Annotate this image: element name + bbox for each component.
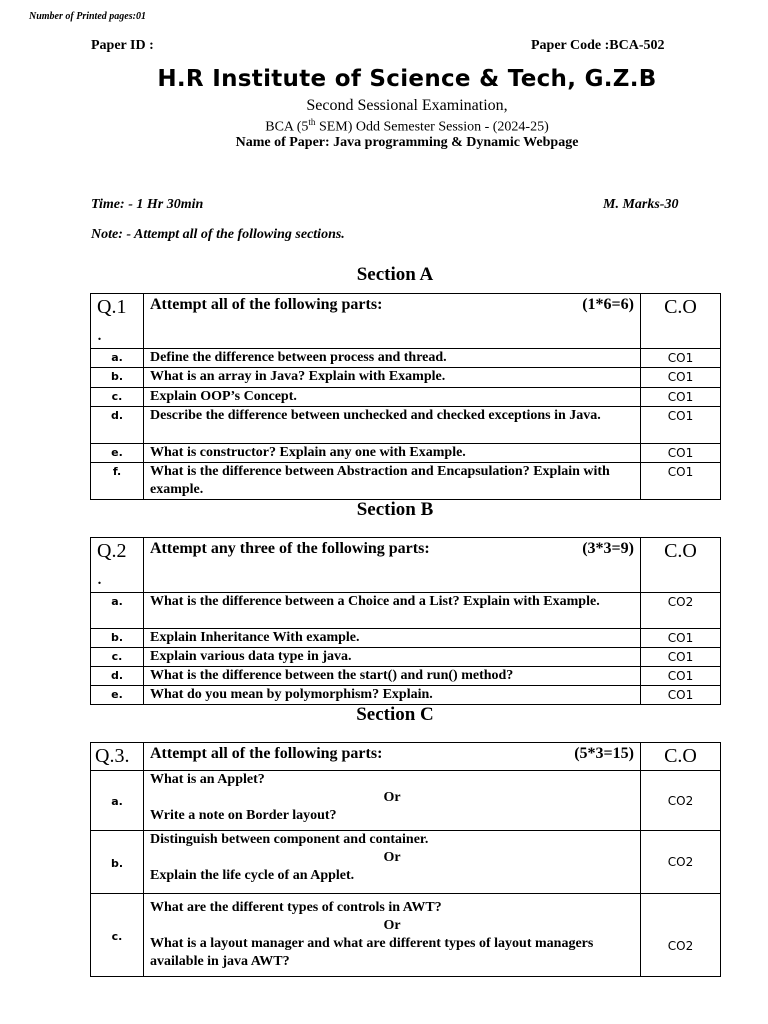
part-question — [144, 831, 641, 894]
part-question: What is constructor? Explain any one with Example. — [144, 444, 641, 463]
part-label: b. — [91, 368, 144, 388]
part-label: b. — [91, 629, 144, 648]
course-outcome: CO1 — [641, 463, 721, 500]
part-question: What is the difference between the start() and run() method? — [144, 667, 641, 686]
part-question — [144, 894, 641, 977]
part-label: c. — [91, 648, 144, 667]
option-second: Explain the life cycle of an Applet. — [150, 868, 355, 883]
part-question — [144, 771, 641, 831]
session-suffix: SEM) Odd Semester Session - (2024-25) — [315, 119, 549, 135]
part-question: What do you mean by polymorphism? Explain. — [144, 686, 641, 705]
paper-id-label: Paper ID : — [91, 38, 154, 53]
question-marks: (1*6=6) — [582, 296, 634, 313]
table-row — [91, 629, 721, 648]
part-label: a. — [91, 771, 144, 831]
part-label: a. — [91, 349, 144, 368]
course-outcome: CO2 — [641, 593, 721, 629]
part-label: c. — [91, 388, 144, 407]
session-sup: th — [308, 117, 316, 127]
max-marks: M. Marks-30 — [603, 197, 679, 212]
co-header: C.O — [641, 538, 721, 593]
part-label: e. — [91, 686, 144, 705]
co-header: C.O — [641, 743, 721, 771]
exam-time: Time: - 1 Hr 30min — [91, 197, 204, 212]
or-label: Or — [383, 918, 401, 933]
table-row — [91, 407, 721, 444]
part-label: c. — [91, 894, 144, 977]
question-number: Q.2 . — [91, 538, 144, 593]
section-b-table — [90, 537, 721, 705]
table-row — [91, 593, 721, 629]
course-outcome: CO1 — [641, 686, 721, 705]
session-prefix: BCA (5 — [265, 119, 309, 135]
question-number: Q.1 . — [91, 294, 144, 349]
or-label: Or — [383, 850, 401, 865]
option-first: Distinguish between component and container. — [150, 832, 429, 847]
table-row — [91, 368, 721, 388]
part-label: f. — [91, 463, 144, 500]
table-row — [91, 771, 721, 831]
question-header-row — [91, 294, 721, 349]
session-line — [0, 117, 768, 136]
option-first: What are the different types of controls in AWT? — [150, 900, 442, 915]
option-first: What is an Applet? — [150, 772, 265, 787]
section-b-title: Section B — [356, 499, 434, 520]
question-marks: (3*3=9) — [582, 540, 634, 557]
part-label: e. — [91, 444, 144, 463]
course-outcome: CO1 — [641, 388, 721, 407]
course-outcome: CO2 — [641, 771, 721, 831]
printed-pages: Number of Printed pages:01 — [29, 11, 146, 22]
table-row — [91, 831, 721, 894]
table-row — [91, 463, 721, 500]
part-label: d. — [91, 667, 144, 686]
table-row — [91, 388, 721, 407]
part-label: b. — [91, 831, 144, 894]
part-question: Explain Inheritance With example. — [144, 629, 641, 648]
question-instruction: Attempt all of the following parts: (5*3=15) — [144, 743, 641, 771]
exam-title: Second Sessional Examination, — [306, 97, 508, 114]
course-outcome: CO2 — [641, 894, 721, 977]
part-question: What is an array in Java? Explain with Example. — [144, 368, 641, 388]
course-outcome: CO1 — [641, 667, 721, 686]
paper-name: Name of Paper: Java programming & Dynamic Webpage — [235, 135, 579, 150]
institute-name: H.R Institute of Science & Tech, G.Z.B — [157, 66, 657, 92]
course-outcome: CO1 — [641, 368, 721, 388]
section-c-table — [90, 742, 721, 977]
or-label: Or — [383, 790, 401, 805]
question-marks: (5*3=15) — [574, 745, 634, 762]
part-question: Describe the difference between unchecked and checked exceptions in Java. — [144, 407, 641, 444]
course-outcome: CO1 — [641, 349, 721, 368]
part-label: d. — [91, 407, 144, 444]
table-row — [91, 444, 721, 463]
exam-note: Note: - Attempt all of the following sections. — [91, 227, 345, 242]
course-outcome: CO1 — [641, 444, 721, 463]
table-row — [91, 349, 721, 368]
table-row — [91, 894, 721, 977]
part-question: What is the difference between Abstraction and Encapsulation? Explain with example. — [144, 463, 641, 500]
course-outcome: CO2 — [641, 831, 721, 894]
question-instruction: Attempt all of the following parts: (1*6=6) — [144, 294, 641, 349]
question-number: Q.3. — [91, 743, 144, 771]
option-second: Write a note on Border layout? — [150, 808, 337, 823]
table-row — [91, 686, 721, 705]
section-a-title: Section A — [356, 264, 434, 285]
part-question: Define the difference between process and thread. — [144, 349, 641, 368]
course-outcome: CO1 — [641, 629, 721, 648]
section-a-table — [90, 293, 721, 500]
part-question: Explain OOP’s Concept. — [144, 388, 641, 407]
part-label: a. — [91, 593, 144, 629]
question-header-row — [91, 743, 721, 771]
paper-code: Paper Code :BCA-502 — [531, 38, 665, 53]
option-second: What is a layout manager and what are different types of layout managers available in java AWT? — [150, 936, 594, 969]
co-header: C.O — [641, 294, 721, 349]
part-question: Explain various data type in java. — [144, 648, 641, 667]
table-row — [91, 667, 721, 686]
course-outcome: CO1 — [641, 407, 721, 444]
course-outcome: CO1 — [641, 648, 721, 667]
section-c-title: Section C — [356, 704, 434, 725]
part-question: What is the difference between a Choice and a List? Explain with Example. — [144, 593, 641, 629]
question-instruction: Attempt any three of the following parts: (3*3=9) — [144, 538, 641, 593]
question-header-row — [91, 538, 721, 593]
table-row — [91, 648, 721, 667]
